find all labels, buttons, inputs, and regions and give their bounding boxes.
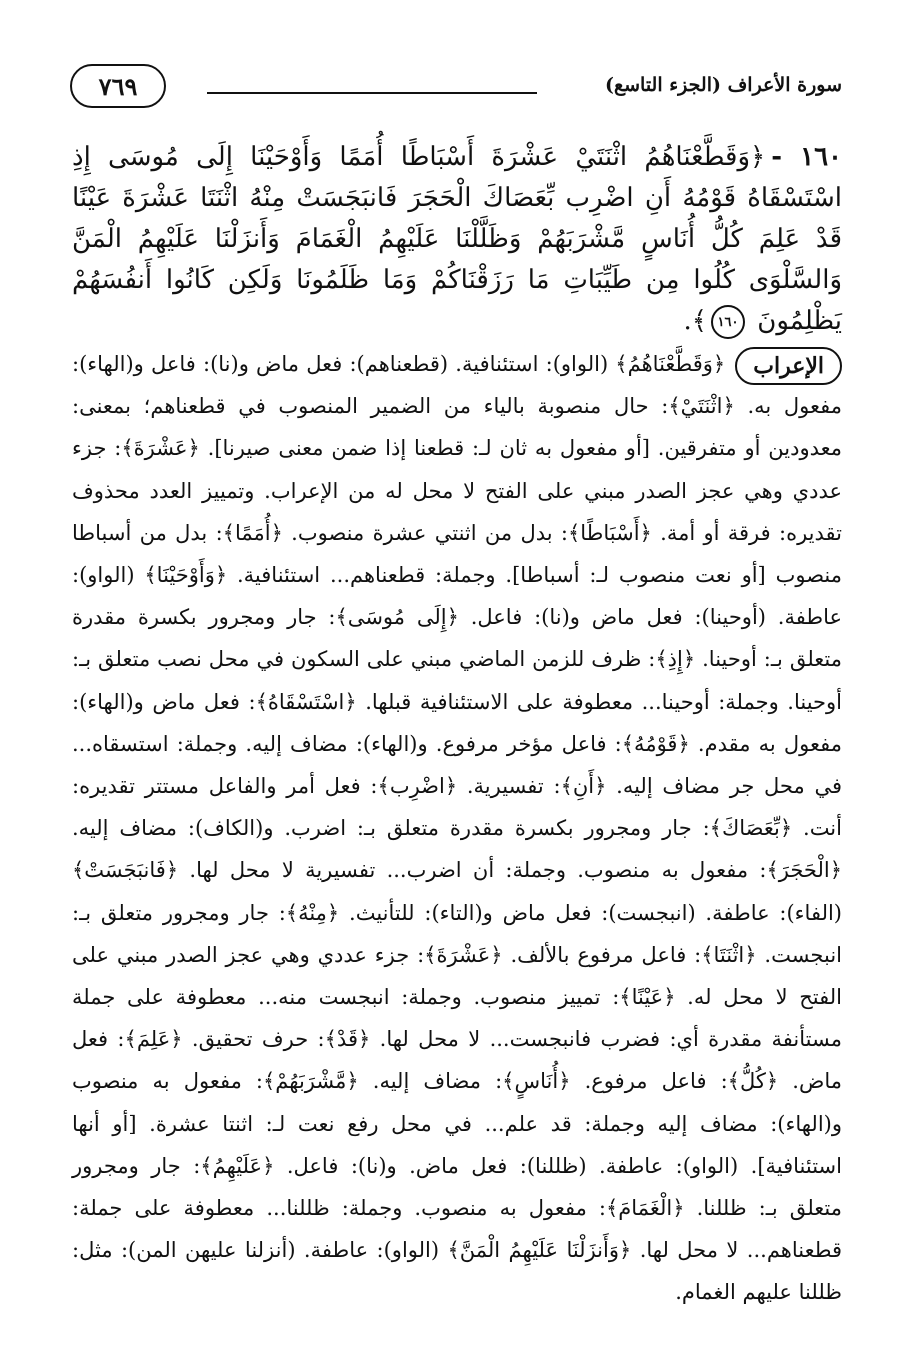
grammar-analysis — [72, 343, 842, 1314]
page-header — [70, 62, 842, 106]
page-number: ٧٦٩ — [70, 64, 166, 108]
header-rule — [207, 92, 537, 94]
running-title: سورة الأعراف (الجزء التاسع) — [605, 74, 842, 96]
verse-close: ﴾. — [683, 306, 707, 336]
verse-text: ﴿وَقَطَّعْنَاهُمُ اثْنَتَيْ عَشْرَةَ أَسْبَاطًا أُمَمًا وَأَوْحَيْنَا إِلَى مُوسَى إِذِ اسْتَسْقَاهُ قَوْمُهُ أَنِ اضْرِب بِّعَصَاكَ الْحَجَرَ فَانبَجَسَتْ مِنْهُ اثْنَتَا عَشْرَةَ عَيْنًا قَدْ عَلِمَ كُلُّ أُنَاسٍ مَّشْرَبَهُمْ وَظَلَّلْنَا عَلَيْهِمُ الْغَمَامَ وَأَنزَلْنَا عَلَيْهِمُ الْمَنَّ وَالسَّلْوَى كُلُوا مِن طَيِّبَاتِ مَا رَزَقْنَاكُمْ وَمَا ظَلَمُونَا وَلَكِن كَانُوا أَنفُسَهُمْ يَظْلِمُونَ — [72, 142, 842, 336]
verse-number: ١٦٠ - — [771, 142, 843, 172]
irab-body: ﴿وَقَطَّعْنَاهُمُ﴾ (الواو): استئنافية. (قطعناهم): فعل ماض و(نا): فاعل و(الهاء): مفعول به. ﴿اثْنَتَيْ﴾: حال منصوبة بالياء من الضمير المنصوب في قطعناهم؛ بمعنى: معدودين أو متفرقين. [أو مفعول به ثان لـ: قطعنا إذا ضمن معنى صيرنا]. ﴿عَشْرَةَ﴾: جزء عددي وهي عجز الصدر مبني على الفتح لا محل له من الإعراب. وتمييز العدد محذوف تقديره: فرقة أو أمة. ﴿أَسْبَاطًا﴾: بدل من اثنتي عشرة منصوب. ﴿أُمَمًا﴾: بدل من أسباطا منصوب [أو نعت منصوب لـ: أسباطا]. وجملة: قطعناهم... استئنافية. ﴿وَأَوْحَيْنَا﴾ (الواو): عاطفة. (أوحينا): فعل ماض و(نا): فاعل. ﴿إِلَى مُوسَى﴾: جار ومجرور بكسرة مقدرة متعلق بـ: أوحينا. ﴿إِذِ﴾: ظرف للزمن الماضي مبني على السكون في محل نصب متعلق بـ: أوحينا. وجملة: أوحينا... معطوفة على الاستئنافية قبلها. ﴿اسْتَسْقَاهُ﴾: فعل ماض و(الهاء): مفعول به مقدم. ﴿قَوْمُهُ﴾: فاعل مؤخر مرفوع. و(الهاء): مضاف إليه. وجملة: استسقاه... في محل جر مضاف إليه. ﴿أَنِ﴾: تفسيرية. ﴿اضْرِب﴾: فعل أمر والفاعل مستتر تقديره: أنت. ﴿بِّعَصَاكَ﴾: جار ومجرور بكسرة مقدرة متعلق بـ: اضرب. و(الكاف): مضاف إليه. ﴿الْحَجَرَ﴾: مفعول به منصوب. وجملة: أن اضرب... تفسيرية لا محل لها. ﴿فَانبَجَسَتْ﴾ (الفاء): عاطفة. (انبجست): فعل ماض و(التاء): للتأنيث. ﴿مِنْهُ﴾: جار ومجرور متعلق بـ: انبجست. ﴿اثْنَتَا﴾: فاعل مرفوع بالألف. ﴿عَشْرَةَ﴾: جزء عددي وهي عجز الصدر مبني على الفتح لا محل له. ﴿عَيْنًا﴾: تمييز منصوب. وجملة: انبجست منه... معطوفة على جملة مستأنفة مقدرة أي: فضرب فانبجست... لا محل لها. ﴿قَدْ﴾: حرف تحقيق. ﴿عَلِمَ﴾: فعل ماض. ﴿كُلُّ﴾: فاعل مرفوع. ﴿أُنَاسٍ﴾: مضاف إليه. ﴿مَّشْرَبَهُمْ﴾: مفعول به منصوب و(الهاء): مضاف إليه وجملة: قد علم... في محل رفع نعت لـ: اثنتا عشرة. [أو أنها استئنافية]. (الواو): عاطفة. (ظللنا): فعل ماض. و(نا): فاعل. ﴿عَلَيْهِمُ﴾: جار ومجرور متعلق بـ: ظللنا. ﴿الْغَمَامَ﴾: مفعول به منصوب. وجملة: ظللنا... معطوفة على جملة: قطعناهم... لا محل لها. ﴿وَأَنزَلْنَا عَلَيْهِمُ الْمَنَّ﴾ (الواو): عاطفة. (أنزلنا عليهن المن): مثل: ظللنا عليهم الغمام. — [72, 352, 842, 1305]
quran-verse — [72, 137, 842, 342]
irab-heading: الإعراب — [735, 347, 842, 385]
verse-end-marker: ١٦٠ — [711, 305, 745, 339]
